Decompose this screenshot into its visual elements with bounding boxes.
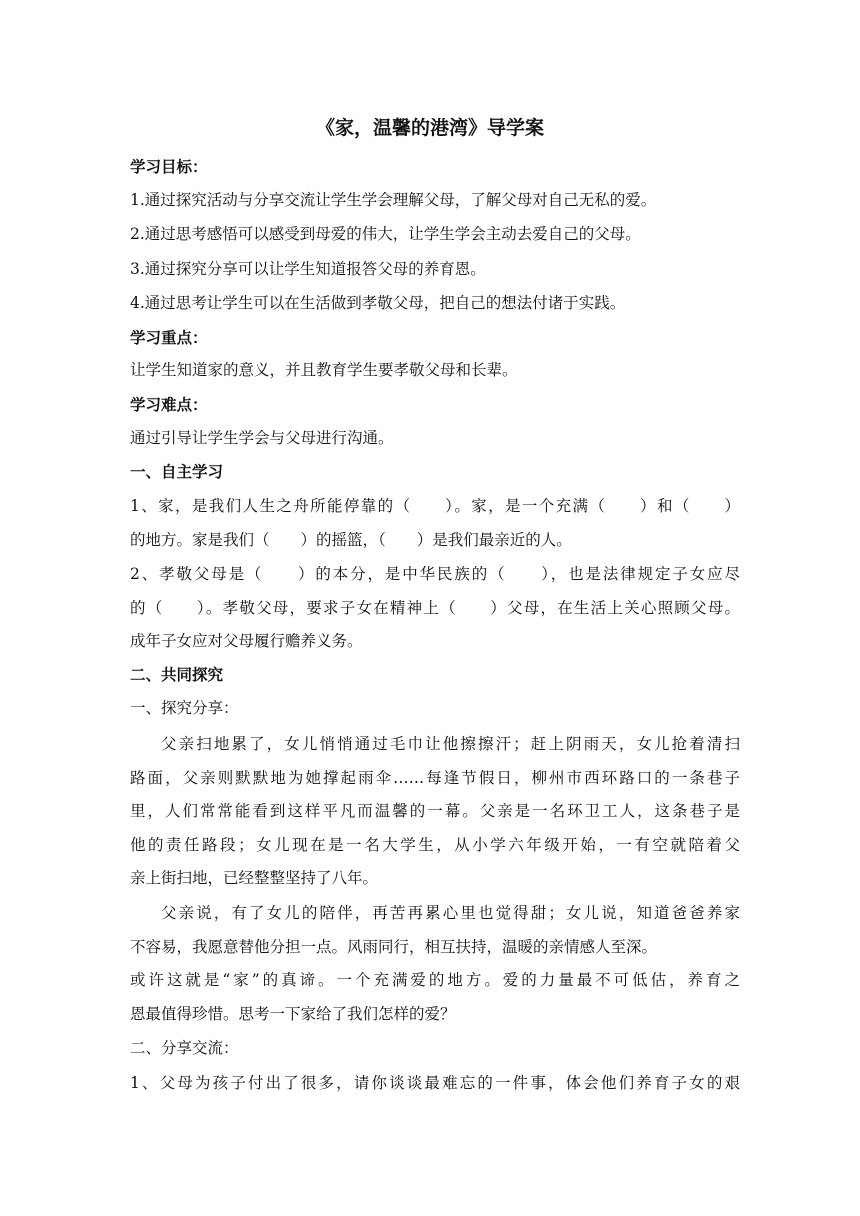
story-paragraph1-line-3: 里，人们常常能看到这样平凡而温馨的一幕。父亲是一名环卫工人，这条巷子是	[130, 802, 740, 820]
story-paragraph2-line-3: 或许这就是“家”的真谛。一个充满爱的地方。爱的力量最不可低估，养育之	[130, 971, 740, 989]
explore-heading: 一、探究分享：	[130, 699, 239, 717]
story-paragraph1-line-4: 他的责任路段；女儿现在是一名大学生，从小学六年级开始，一有空就陪着父	[130, 836, 740, 854]
story-paragraph1-line-2: 路面，父亲则默默地为她撑起雨伞……每逢节假日，柳州市西环路口的一条巷子	[130, 769, 740, 787]
difficulty-text: 通过引导让学生学会与父母进行沟通。	[130, 429, 394, 447]
question2-line-1: 2、孝敬父母是（ ）的本分，是中华民族的（ ），也是法律规定子女应尽	[130, 565, 740, 583]
question2-line-3: 成年子女应对父母履行赡养义务。	[130, 632, 363, 650]
goals-heading: 学习目标：	[130, 158, 208, 176]
story-paragraph1-line-5: 亲上街扫地，已经整整坚持了八年。	[130, 869, 379, 887]
story-paragraph2-line-2: 不容易，我愿意替他分担一点。风雨同行，相互扶持，温暖的亲情感人至深。	[130, 938, 658, 956]
goal-item-1: 1.通过探究活动与分享交流让学生学会理解父母，了解父母对自己无私的爱。	[130, 191, 657, 209]
goal-item-2: 2.通过思考感悟可以感受到母爱的伟大，让学生学会主动去爱自己的父母。	[130, 225, 641, 243]
document-title: 《家，温馨的港湾》导学案	[315, 117, 544, 139]
question1-line-1: 1、家，是我们人生之舟所能停靠的（ ）。家，是一个充满（ ）和（ ）	[130, 497, 740, 515]
section1-heading: 一、自主学习	[130, 463, 224, 481]
question1-line-2: 的地方。家是我们（ ）的摇篮，（ ）是我们最亲近的人。	[130, 531, 572, 549]
key-heading: 学习重点：	[130, 329, 208, 347]
share-question-1: 1、父母为孩子付出了很多，请你谈谈最难忘的一件事，体会他们养育子女的艰	[130, 1074, 740, 1092]
goal-item-3: 3.通过探究分享可以让学生知道报答父母的养育恩。	[130, 260, 486, 278]
story-paragraph1-line-1: 父亲扫地累了，女儿悄悄通过毛巾让他擦擦汗；赶上阴雨天，女儿抢着清扫	[161, 735, 740, 753]
story-paragraph2-line-4: 恩最值得珍惜。思考一下家给了我们怎样的爱？	[130, 1005, 456, 1023]
question2-line-2: 的（ ）。孝敬父母，要求子女在精神上（ ）父母，在生活上关心照顾父母。	[130, 599, 740, 617]
key-text: 让学生知道家的意义，并且教育学生要孝敬父母和长辈。	[130, 361, 518, 379]
share-heading: 二、分享交流：	[130, 1039, 239, 1057]
difficulty-heading: 学习难点：	[130, 396, 208, 414]
story-paragraph2-line-1: 父亲说，有了女儿的陪伴，再苦再累心里也觉得甜；女儿说，知道爸爸养家	[161, 904, 740, 922]
section2-heading: 二、共同探究	[130, 666, 224, 684]
goal-item-4: 4.通过思考让学生可以在生活做到孝敬父母，把自己的想法付诸于实践。	[130, 294, 626, 312]
